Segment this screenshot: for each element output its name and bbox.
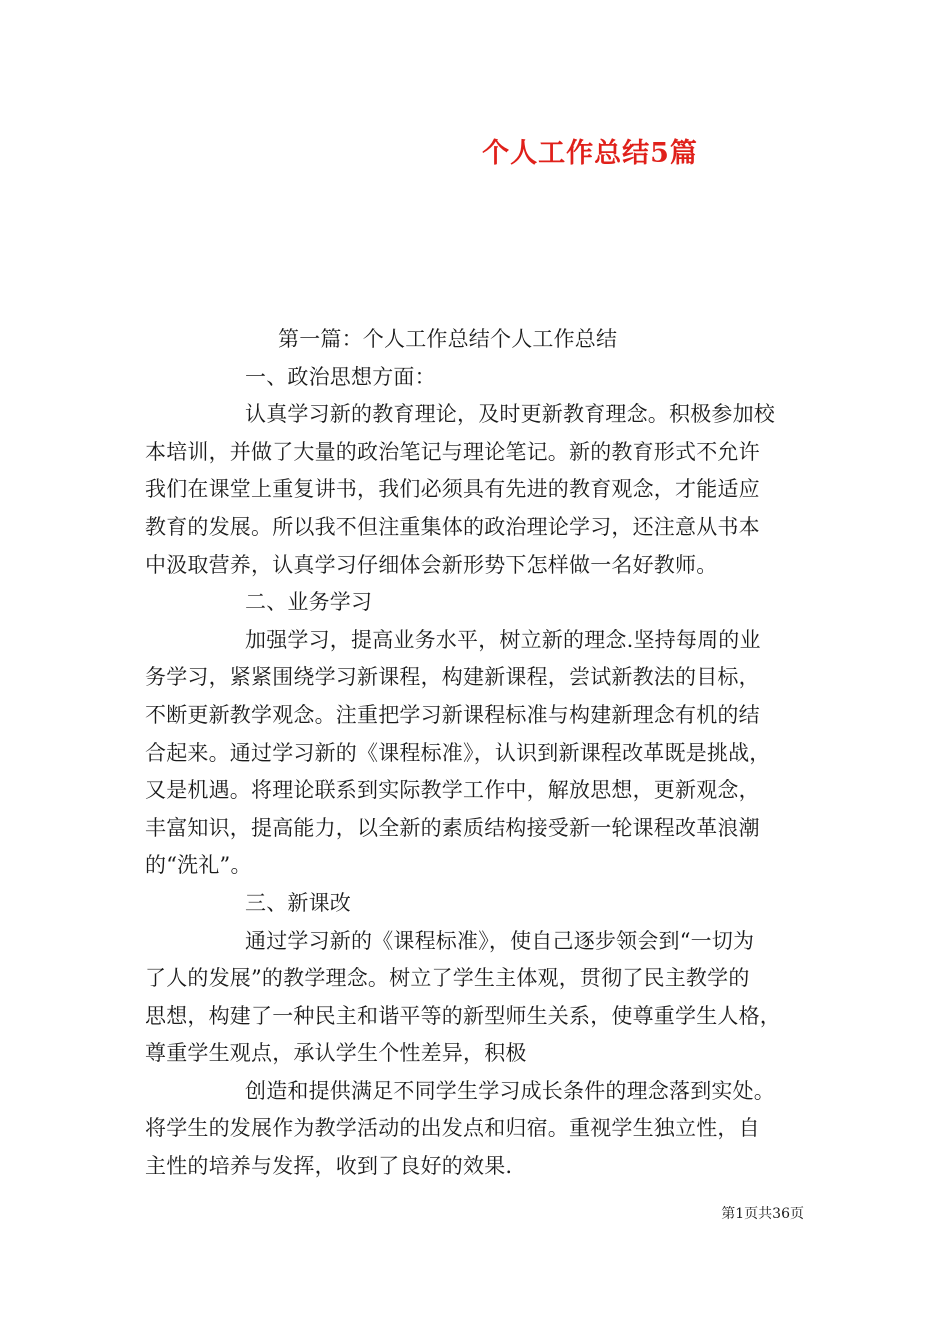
paragraph-line: 又是机遇。将理论联系到实际教学工作中，解放思想，更新观念， <box>145 778 760 803</box>
section-subtitle: 第一篇：个人工作总结个人工作总结 <box>278 327 618 351</box>
paragraph-line: 本培训，并做了大量的政治笔记与理论笔记。新的教育形式不允许 <box>145 439 760 464</box>
section-heading-politics: 一、政治思想方面： <box>245 364 436 389</box>
paragraph-line: 通过学习新的《课程标准》，使自己逐步领会到“一切为 <box>245 928 755 953</box>
paragraph-line: 教育的发展。所以我不但注重集体的政治理论学习，还注意从书本 <box>145 514 760 539</box>
page-number-footer: 第1页共36页 <box>721 1206 804 1222</box>
paragraph-line: 的“洗礼”。 <box>145 853 252 878</box>
paragraph-line: 不断更新教学观念。注重把学习新课程标准与构建新理念有机的结 <box>145 702 760 727</box>
paragraph-line: 创造和提供满足不同学生学习成长条件的理念落到实处。 <box>245 1078 775 1103</box>
paragraph-line: 尊重学生观点，承认学生个性差异，积极 <box>145 1041 527 1066</box>
paragraph-line: 认真学习新的教育理论，及时更新教育理念。积极参加校 <box>245 402 775 427</box>
paragraph-line: 丰富知识，提高能力，以全新的素质结构接受新一轮课程改革浪潮 <box>145 815 760 840</box>
section-heading-business: 二、业务学习 <box>245 590 373 615</box>
paragraph-line: 思想，构建了一种民主和谐平等的新型师生关系，使尊重学生人格， <box>145 1003 781 1028</box>
section-heading-reform: 三、新课改 <box>245 890 351 915</box>
paragraph-line: 合起来。通过学习新的《课程标准》，认识到新课程改革既是挑战， <box>145 740 771 765</box>
document-title: 个人工作总结5篇 <box>482 138 698 169</box>
paragraph-line: 务学习，紧紧围绕学习新课程，构建新课程，尝试新教法的目标， <box>145 665 760 690</box>
paragraph-line: 加强学习，提高业务水平，树立新的理念.坚持每周的业 <box>245 627 761 652</box>
paragraph-line: 主性的培养与发挥，收到了良好的效果. <box>145 1154 513 1179</box>
paragraph-line: 中汲取营养，认真学习仔细体会新形势下怎样做一名好教师。 <box>145 552 718 577</box>
paragraph-line: 将学生的发展作为教学活动的出发点和归宿。重视学生独立性，自 <box>145 1116 760 1141</box>
paragraph-line: 了人的发展”的教学理念。树立了学生主体观，贯彻了民主教学的 <box>145 966 750 991</box>
paragraph-line: 我们在课堂上重复讲书，我们必须具有先进的教育观念，才能适应 <box>145 477 760 502</box>
document-body <box>145 321 815 1186</box>
